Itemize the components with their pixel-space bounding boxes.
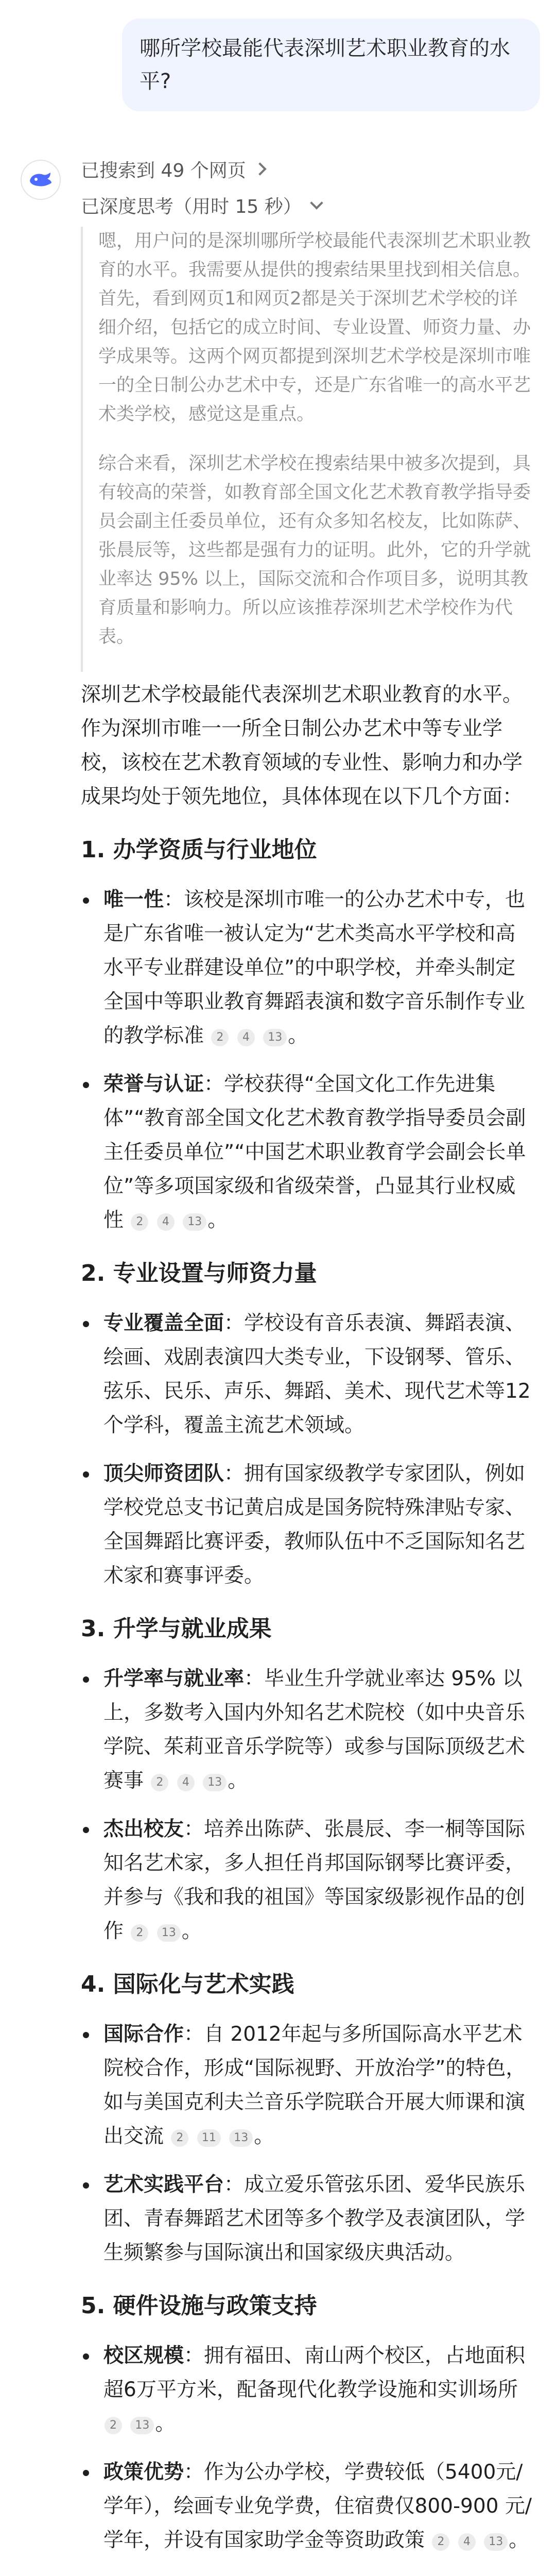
citation-badge[interactable]: 13	[157, 1924, 181, 1942]
list-item-tail: 。	[207, 1209, 228, 1232]
section-heading: 1. 办学资质与行业地位	[81, 837, 317, 863]
chevron-right-icon	[253, 162, 266, 175]
list-item-tail: 。	[181, 1920, 202, 1943]
section-list	[81, 2339, 534, 2557]
deepseek-avatar	[21, 160, 61, 200]
list-item-tail: 。	[254, 2125, 274, 2148]
citation-badge[interactable]: 4	[157, 1213, 175, 1231]
list-item	[81, 883, 534, 1053]
thinking-content	[81, 227, 534, 672]
list-item-tail: 。	[155, 2412, 176, 2435]
answer-intro: 深圳艺术学校最能代表深圳艺术职业教育的水平。作为深圳市唯一一所全日制公办艺术中等专业学校，该校在艺术教育领域的专业性、影响力和办学成果均处于领先地位，具体体现在以下几个方面：	[81, 683, 523, 808]
citation-badge[interactable]: 2	[131, 1213, 148, 1231]
list-item-text: ：拥有福田、南山两个校区，占地面积超6万平方米，配备现代化教学设施和实训场所	[103, 2344, 526, 2401]
citation-badge[interactable]: 13	[203, 1774, 227, 1791]
list-item-text: ：学校获得“全国文化工作先进集体”“教育部全国文化艺术教育教学指导委员会副主任委员单位”“中国艺术职业教育学会副会长单位”等多项国家级和省级荣誉，凸显其行业权威性	[103, 1073, 526, 1232]
citation-badge[interactable]: 4	[458, 2533, 476, 2551]
citation-badge[interactable]: 2	[171, 2129, 188, 2147]
list-item-tail: 。	[509, 2529, 529, 2552]
section-list	[81, 1307, 534, 1593]
thinking-paragraph: 嗯，用户问的是深圳哪所学校最能代表深圳艺术职业教育的水平。我需要从提供的搜索结果里找到相关信息。首先，看到网页1和网页2都是关于深圳艺术学校的详细介绍，包括它的成立时间、专业设置、师资力量、办学成果等。这两个网页都提到深圳艺术学校是深圳市唯一的全日制公办艺术中专，还是广东省唯一的高水平艺术类学校，感觉这是重点。	[98, 231, 531, 425]
chevron-down-icon	[310, 196, 323, 209]
citation-badge[interactable]: 13	[229, 2129, 253, 2147]
section-heading: 2. 专业设置与师资力量	[81, 1260, 317, 1286]
assistant-answer	[81, 678, 534, 2576]
section-heading: 3. 升学与就业成果	[81, 1616, 272, 1642]
section-heading: 5. 硬件设施与政策支持	[81, 2293, 317, 2319]
citation-badge[interactable]: 13	[484, 2533, 508, 2551]
answer-sections	[81, 835, 534, 2557]
list-item-label: 杰出校友	[103, 1818, 184, 1841]
section-heading: 4. 国际化与艺术实践	[81, 1971, 294, 1997]
list-item-text: ：培养出陈萨、张晨辰、李一桐等国际知名艺术家，多人担任肖邦国际钢琴比赛评委，并参与《我和我的祖国》等国家级影视作品的创作	[103, 1818, 526, 1943]
citation-badge[interactable]: 4	[177, 1774, 195, 1791]
list-item	[81, 1457, 534, 1593]
section-list	[81, 1662, 534, 1948]
list-item	[81, 2455, 534, 2557]
list-item-label: 政策优势	[103, 2461, 184, 2484]
list-item	[81, 1307, 534, 1443]
deepseek-whale-icon	[28, 170, 54, 190]
list-item-text: ：成立爱乐管弦乐团、爱华民族乐团、青春舞蹈艺术团等多个教学及表演团队，学生频繁参与国际演出和国家级庆典活动。	[103, 2173, 526, 2264]
list-item	[81, 1812, 534, 1948]
list-item-tail: 。	[288, 1024, 308, 1047]
citation-badge[interactable]: 2	[105, 2417, 122, 2434]
thinking-toggle[interactable]	[81, 191, 321, 219]
list-item	[81, 2018, 534, 2154]
list-item-text: ：该校是深圳市唯一的公办艺术中专，也是广东省唯一被认定为“艺术类高水平学校和高水平专业群建设单位”的中职学校，并牵头制定全国中等职业教育舞蹈表演和数字音乐制作专业的教学标准	[103, 888, 526, 1047]
list-item-text: ：学校设有音乐表演、舞蹈表演、绘画、戏剧表演四大类专业，下设钢琴、管乐、弦乐、民乐、声乐、舞蹈、美术、现代艺术等12个学科，覆盖主流艺术领域。	[103, 1312, 531, 1437]
list-item-label: 顶尖师资团队	[103, 1462, 224, 1485]
answer-conclusion	[81, 2572, 534, 2576]
citation-badge[interactable]: 11	[197, 2129, 221, 2147]
section-list	[81, 883, 534, 1238]
list-item-label: 艺术实践平台	[103, 2173, 224, 2196]
user-message-text: 哪所学校最能代表深圳艺术职业教育的水平?	[140, 37, 510, 93]
list-item-label: 国际合作	[103, 2023, 184, 2046]
list-item	[81, 2339, 534, 2441]
list-item-label: 唯一性	[103, 888, 164, 911]
citation-badge[interactable]: 2	[151, 1774, 168, 1791]
list-item-text: ：毕业生升学就业率达 95% 以上，多数考入国内外知名艺术院校（如中央音乐学院、茱莉亚音乐学院等）或参与国际顶级艺术赛事	[103, 1667, 526, 1792]
list-item-label: 荣誉与认证	[103, 1073, 204, 1096]
list-item-tail: 。	[228, 1769, 248, 1792]
user-message-bubble	[122, 19, 540, 111]
search-status[interactable]	[81, 155, 265, 183]
citation-badge[interactable]: 4	[237, 1029, 255, 1046]
search-status-label: 已搜索到 49 个网页	[81, 160, 246, 181]
citation-badge[interactable]: 2	[432, 2533, 449, 2551]
list-item-text: ：作为公办学校，学费较低（5400元/学年），绘画专业免学费，住宿费仅800-900 元/学年，并设有国家助学金等资助政策	[103, 2461, 532, 2552]
thinking-paragraph: 综合来看，深圳艺术学校在搜索结果中被多次提到，具有较高的荣誉，如教育部全国文化艺术教育教学指导委员会副主任委员单位，还有众多知名校友，比如陈萨、张晨辰等，这些都是强有力的证明。此外，它的升学就业率达 95% 以上，国际交流和合作项目多，说明其教育质量和影响力。所以应该推荐深圳艺术学校作为代表。	[98, 453, 531, 647]
list-item-label: 专业覆盖全面	[103, 1312, 224, 1335]
citation-badge[interactable]: 13	[263, 1029, 287, 1046]
section-list	[81, 2018, 534, 2270]
list-item-text: ：自 2012年起与多所国际高水平艺术院校合作，形成“国际视野、开放治学”的特色，如与美国克利夫兰音乐学院联合开展大师课和演出交流	[103, 2023, 526, 2148]
list-item	[81, 1067, 534, 1238]
citation-badge[interactable]: 13	[183, 1213, 206, 1231]
citation-badge[interactable]: 2	[131, 1924, 148, 1942]
list-item-text: ：拥有国家级教学专家团队，例如学校党总支书记黄启成是国务院特殊津贴专家、全国舞蹈比赛评委，教师队伍中不乏国际知名艺术家和赛事评委。	[103, 1462, 526, 1587]
list-item-label: 升学率与就业率	[103, 1667, 245, 1690]
list-item	[81, 1662, 534, 1798]
list-item-label: 校区规模	[103, 2344, 184, 2367]
citation-badge[interactable]: 13	[130, 2417, 154, 2434]
list-item	[81, 2168, 534, 2270]
citation-badge[interactable]: 2	[211, 1029, 229, 1046]
thinking-label: 已深度思考（用时 15 秒）	[81, 196, 302, 217]
